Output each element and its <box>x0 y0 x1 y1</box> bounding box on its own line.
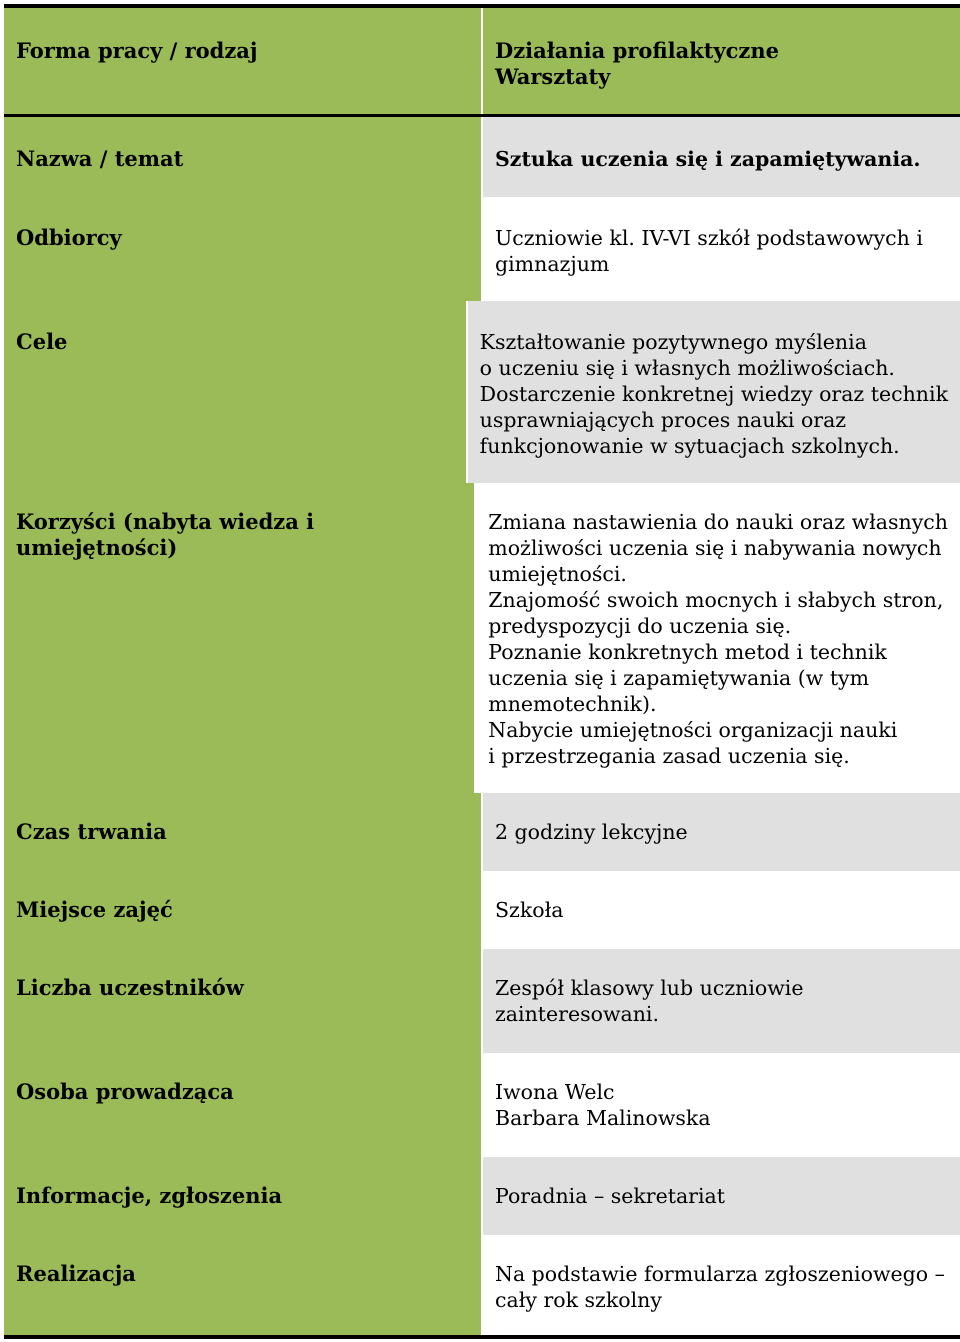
row-label-cell <box>4 793 481 871</box>
table-row-contact <box>4 1157 960 1235</box>
row-value-line: Iwona Welc <box>495 1080 615 1104</box>
row-value-line: Znajomość swoich mocnych i słabych stron, <box>488 588 944 612</box>
row-value-line: Sztuka uczenia się i zapamiętywania. <box>495 147 921 171</box>
row-value-cell <box>481 117 960 197</box>
row-value-line: usprawniających proces nauki oraz <box>479 408 847 432</box>
row-value-cell <box>481 871 960 949</box>
row-value-line: Szkoła <box>495 898 564 922</box>
row-label-cell <box>4 301 466 483</box>
row-value-line: umiejętności. <box>488 562 627 586</box>
row-label: Osoba prowadząca <box>16 1079 234 1104</box>
row-label-cell <box>4 1053 481 1157</box>
table-row-participants <box>4 949 960 1053</box>
row-label: Liczba uczestników <box>16 975 244 1000</box>
table-row-goals <box>4 301 960 483</box>
row-label: Miejsce zajęć <box>16 897 173 922</box>
table-header-row <box>4 8 960 117</box>
info-table <box>4 4 960 1339</box>
row-value-line: Zmiana nastawienia do nauki oraz własnych <box>488 510 948 534</box>
row-value-line: uczenia się i zapamiętywania (w tym <box>488 666 870 690</box>
header-value-line: Działania profilaktyczne <box>495 38 779 63</box>
row-value-line: Barbara Malinowska <box>495 1106 711 1130</box>
row-value-cell <box>481 793 960 871</box>
row-label-cell <box>4 1157 481 1235</box>
row-value-cell <box>481 197 960 301</box>
row-value-line: Dostarczenie konkretnej wiedzy oraz technik <box>479 382 948 406</box>
row-value-cell <box>474 483 960 793</box>
row-label-line: umiejętności) <box>16 535 178 560</box>
row-value-line: mnemotechnik). <box>488 692 657 716</box>
row-label: Czas trwania <box>16 819 167 844</box>
row-label: Odbiorcy <box>16 225 122 250</box>
row-value-line: gimnazjum <box>495 252 610 276</box>
row-label-cell <box>4 197 481 301</box>
row-value-line: Zespół klasowy lub uczniowie <box>495 976 804 1000</box>
table-row-location <box>4 871 960 949</box>
row-value-line: funkcjonowanie w sytuacjach szkolnych. <box>479 434 900 458</box>
table-row-benefits <box>4 483 960 793</box>
table-row-topic <box>4 117 960 197</box>
row-value-line: Nabycie umiejętności organizacji nauki <box>488 718 898 742</box>
row-value-cell <box>481 1235 960 1335</box>
header-value-line: Warsztaty <box>495 64 611 89</box>
row-value-line: Poradnia – sekretariat <box>495 1184 725 1208</box>
table-row-instructor <box>4 1053 960 1157</box>
row-label-line: Korzyści (nabyta wiedza i <box>16 509 315 534</box>
row-label: Realizacja <box>16 1261 136 1286</box>
row-value-line: Kształtowanie pozytywnego myślenia <box>479 330 867 354</box>
row-value-line: możliwości uczenia się i nabywania nowych <box>488 536 942 560</box>
row-value-line: Poznanie konkretnych metod i technik <box>488 640 887 664</box>
table-row-duration <box>4 793 960 871</box>
row-label: Cele <box>16 329 68 354</box>
table-row-realization <box>4 1235 960 1335</box>
row-label-cell <box>4 871 481 949</box>
row-value-cell <box>481 1053 960 1157</box>
row-value-cell <box>481 949 960 1053</box>
row-value-line: cały rok szkolny <box>495 1288 662 1312</box>
row-value-cell <box>481 1157 960 1235</box>
row-value-line: i przestrzegania zasad uczenia się. <box>488 744 850 768</box>
row-value-cell <box>466 301 960 483</box>
row-value-line: 2 godziny lekcyjne <box>495 820 688 844</box>
row-value-line: zainteresowani. <box>495 1002 659 1026</box>
row-label-cell <box>4 1235 481 1335</box>
row-label: Nazwa / temat <box>16 146 184 171</box>
row-label-cell <box>4 949 481 1053</box>
header-value-cell <box>481 8 960 114</box>
row-label-cell <box>4 117 481 197</box>
header-label: Forma pracy / rodzaj <box>16 38 258 63</box>
row-value-line: predyspozycji do uczenia się. <box>488 614 792 638</box>
header-label-cell <box>4 8 481 114</box>
table-row-audience <box>4 197 960 301</box>
row-value-line: Uczniowie kl. IV-VI szkół podstawowych i <box>495 226 923 250</box>
row-value-line: Na podstawie formularza zgłoszeniowego – <box>495 1262 945 1286</box>
row-label-cell <box>4 483 474 793</box>
row-label: Informacje, zgłoszenia <box>16 1183 283 1208</box>
row-value-line: o uczeniu się i własnych możliwościach. <box>479 356 895 380</box>
